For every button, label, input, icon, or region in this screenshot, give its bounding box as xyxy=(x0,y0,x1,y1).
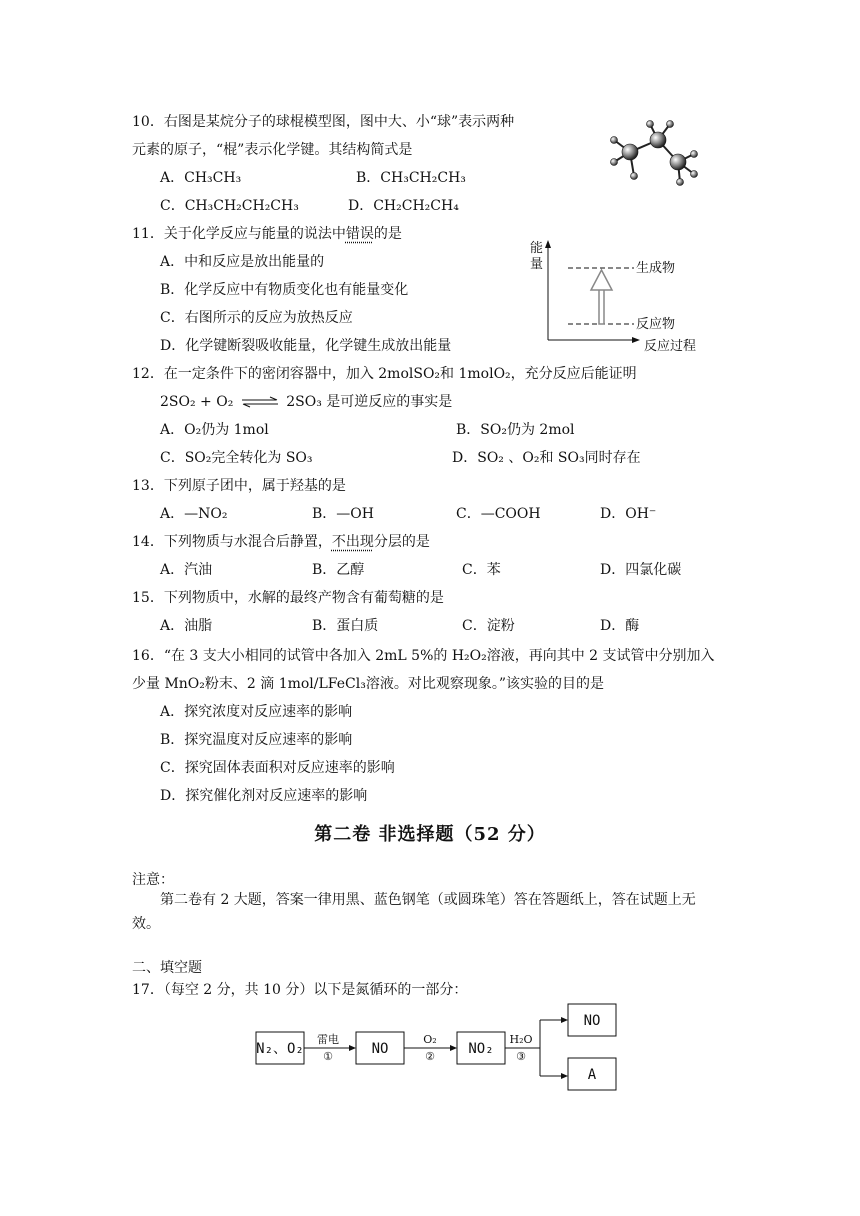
q11-stem-pre: 11．关于化学反应与能量的说法中 xyxy=(132,226,346,242)
q16-stem-line2: 少量 MnO₂粉末、2 滴 1mol/LFeCl₃溶液。对比观察现象。”该实验的目的是 xyxy=(132,676,604,692)
note-text-line2: 效。 xyxy=(132,916,160,932)
energy-diagram xyxy=(524,236,704,356)
q14-option-a: A．汽油 xyxy=(160,562,213,578)
q15-option-a: A．油脂 xyxy=(160,618,213,634)
flow-box5-label: A xyxy=(587,1067,597,1083)
q16-option-c: C．探究固体表面积对反应速率的影响 xyxy=(160,760,395,776)
q16-option-a: A．探究浓度对反应速率的影响 xyxy=(160,704,353,720)
q10-option-a: A．CH₃CH₃ xyxy=(160,170,242,186)
q10-stem-line2: 元素的原子，“棍”表示化学键。其结构简式是 xyxy=(132,142,413,158)
q11-option-a: A．中和反应是放出能量的 xyxy=(160,254,325,270)
q14-stem-post: 分层的是 xyxy=(373,534,430,550)
q15-stem: 15．下列物质中，水解的最终产物含有葡萄糖的是 xyxy=(132,590,444,606)
q10-option-c: C．CH₃CH₂CH₂CH₃ xyxy=(160,198,299,214)
q13-option-a: A．—NO₂ xyxy=(160,506,228,522)
q16-option-b: B．探究温度对反应速率的影响 xyxy=(160,732,353,748)
q14-stem-emphasis: 不出现 xyxy=(331,534,374,550)
q10-stem-line1: 10．右图是某烷分子的球棍模型图，图中大、小“球”表示两种 xyxy=(132,114,515,130)
energy-product-label: 生成物 xyxy=(636,261,676,276)
q12-option-a: A．O₂仍为 1mol xyxy=(160,422,269,438)
q16-option-d: D．探究催化剂对反应速率的影响 xyxy=(160,788,368,804)
arrow1-condition: 雷电 xyxy=(317,1033,339,1046)
q16-stem-line1: 16．“在 3 支大小相同的试管中各加入 2mL 5%的 H₂O₂溶液，再向其中 2 支试管中分别加入 xyxy=(132,648,715,664)
q12-eq-right: 2SO₃ 是可逆反应的事实是 xyxy=(286,394,453,410)
energy-axis-label-1: 能 xyxy=(530,241,544,256)
q12-eq-left: 2SO₂ + O₂ xyxy=(160,394,234,410)
q14-stem-pre: 14．下列物质与水混合后静置， xyxy=(132,534,332,550)
flow-box4-label: NO xyxy=(583,1013,601,1029)
q12-option-c: C．SO₂完全转化为 SO₃ xyxy=(160,450,313,466)
note-text-line1: 第二卷有 2 大题，答案一律用黑、蓝色钢笔（或圆珠笔）答在答题纸上，答在试题上无 xyxy=(160,892,696,908)
q17-stem: 17．（每空 2 分，共 10 分）以下是氮循环的一部分： xyxy=(132,982,468,998)
q11-stem xyxy=(132,224,402,244)
q14-option-d: D．四氯化碳 xyxy=(600,562,682,578)
q13-stem: 13．下列原子团中，属于羟基的是 xyxy=(132,478,346,494)
nitrogen-cycle-diagram xyxy=(250,1000,630,1100)
arrow3-condition: H₂O xyxy=(509,1033,533,1046)
flow-box3-label: NO₂ xyxy=(468,1041,494,1057)
q11-option-b: B．化学反应中有物质变化也有能量变化 xyxy=(160,282,409,298)
arrow2-step: ② xyxy=(425,1050,435,1063)
q14-stem xyxy=(132,532,430,552)
q13-option-d: D．OH⁻ xyxy=(600,506,657,522)
q11-option-c: C．右图所示的反应为放热反应 xyxy=(160,310,353,326)
q12-stem-line1: 12．在一定条件下的密闭容器中，加入 2molSO₂和 1molO₂，充分反应后能证明 xyxy=(132,366,637,382)
energy-axis-label-2: 量 xyxy=(530,257,544,272)
q15-option-d: D．酶 xyxy=(600,618,640,634)
q14-option-b: B．乙醇 xyxy=(312,562,365,578)
part2-title: 第二卷 非选择题（52 分） xyxy=(314,824,546,845)
flow-box1-label: N₂、O₂ xyxy=(256,1041,304,1057)
energy-reactant-label: 反应物 xyxy=(636,317,676,332)
arrow3-step: ③ xyxy=(516,1050,526,1063)
q11-option-d: D．化学键断裂吸收能量，化学键生成放出能量 xyxy=(160,338,452,354)
note-label: 注意： xyxy=(132,872,174,888)
reversible-arrow-icon xyxy=(240,396,280,408)
q11-stem-post: 的是 xyxy=(373,226,402,242)
q15-option-b: B．蛋白质 xyxy=(312,618,379,634)
arrow2-condition: O₂ xyxy=(423,1033,437,1046)
q14-option-c: C．苯 xyxy=(462,562,501,578)
q13-option-c: C．—COOH xyxy=(456,506,541,522)
q12-option-d: D．SO₂ 、O₂和 SO₃同时存在 xyxy=(452,450,641,466)
q15-option-c: C．淀粉 xyxy=(462,618,515,634)
ball-stick-model-figure xyxy=(600,118,710,190)
q10-option-b: B．CH₃CH₂CH₃ xyxy=(356,170,466,186)
arrow1-step: ① xyxy=(323,1050,333,1063)
flow-box2-label: NO xyxy=(371,1041,389,1057)
energy-x-axis-label: 反应过程 xyxy=(644,339,697,354)
q12-option-b: B．SO₂仍为 2mol xyxy=(456,422,575,438)
q11-stem-emphasis: 错误 xyxy=(345,226,374,242)
section-heading: 二、填空题 xyxy=(132,960,202,976)
q12-equation xyxy=(160,392,452,412)
q10-option-d: D．CH₂CH₂CH₄ xyxy=(348,198,459,214)
q13-option-b: B．—OH xyxy=(312,506,374,522)
